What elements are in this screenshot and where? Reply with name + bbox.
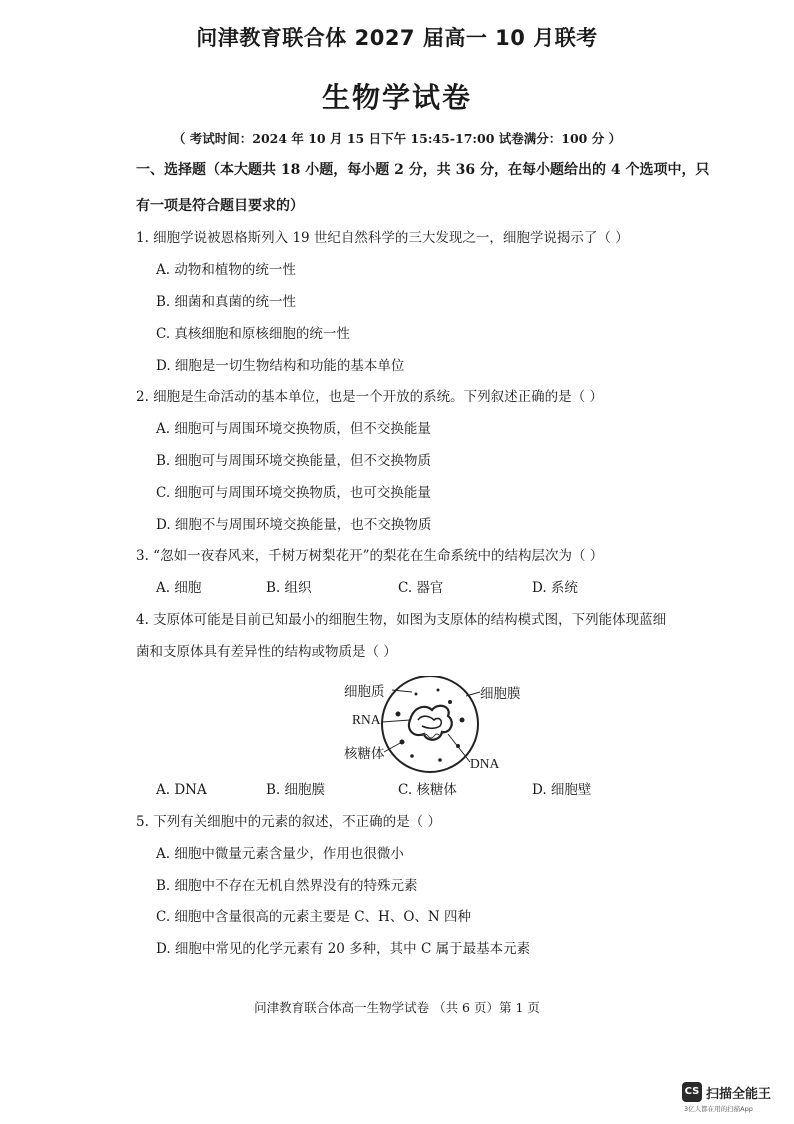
question-3-option-b: B. 组织 bbox=[266, 580, 312, 596]
subject-title: 生物学试卷 bbox=[321, 81, 472, 114]
question-2-option-b: B. 细胞可与周围环境交换能量，但不交换物质 bbox=[156, 453, 432, 469]
section-heading-line2: 有一项是符合题目要求的） bbox=[136, 198, 304, 214]
question-5-option-d: D. 细胞中常见的化学元素有 20 多种，其中 C 属于最基本元素 bbox=[156, 941, 531, 957]
question-1-option-a: A. 动物和植物的统一性 bbox=[156, 262, 296, 278]
watermark-tagline: 3亿人都在用的扫描App bbox=[684, 1105, 753, 1113]
section-heading-line1: 一、选择题（本大题共 18 小题，每小题 2 分，共 36 分，在每小题给出的 4 个选项中，只 bbox=[136, 162, 710, 178]
scanner-watermark bbox=[682, 1082, 782, 1114]
mycoplasma-diagram bbox=[330, 676, 530, 776]
question-4-option-b: B. 细胞膜 bbox=[266, 782, 326, 798]
question-3-options bbox=[156, 578, 676, 598]
label-rna: RNA bbox=[352, 712, 381, 727]
question-4-stem-line1: 4. 支原体可能是目前已知最小的细胞生物，如图为支原体的结构模式图，下列能体现蓝细 bbox=[136, 612, 667, 628]
question-2-option-d: D. 细胞不与周围环境交换能量，也不交换物质 bbox=[156, 517, 432, 533]
question-1-stem: 1. 细胞学说被恩格斯列入 19 世纪自然科学的三大发现之一，细胞学说揭示了（ ） bbox=[136, 230, 629, 246]
exam-title: 问津教育联合体 2027 届高一 10 月联考 bbox=[196, 26, 598, 50]
question-5-option-c: C. 细胞中含量很高的元素主要是 C、H、O、N 四种 bbox=[156, 909, 471, 925]
label-dna: DNA bbox=[470, 756, 500, 771]
question-5-option-b: B. 细胞中不存在无机自然界没有的特殊元素 bbox=[156, 878, 418, 894]
question-3-option-c: C. 器官 bbox=[398, 580, 444, 596]
question-4-option-d: D. 细胞壁 bbox=[532, 782, 592, 798]
question-4-option-c: C. 核糖体 bbox=[398, 782, 457, 798]
question-5-option-a: A. 细胞中微量元素含量少，作用也很微小 bbox=[156, 846, 404, 862]
question-4-stem-line2: 菌和支原体具有差异性的结构或物质是（ ） bbox=[136, 644, 397, 660]
page-footer: 问津教育联合体高一生物学试卷 （共 6 页）第 1 页 bbox=[254, 1000, 540, 1015]
question-3-stem: 3. “忽如一夜春风来，千树万树梨花开”的梨花在生命系统中的结构层次为（ ） bbox=[136, 548, 604, 564]
watermark-name: 扫描全能王 bbox=[706, 1087, 772, 1102]
question-1-option-b: B. 细菌和真菌的统一性 bbox=[156, 294, 297, 310]
question-4-options bbox=[156, 780, 676, 800]
question-4-option-a: A. DNA bbox=[156, 782, 207, 798]
label-ribosome: 核糖体 bbox=[344, 746, 385, 762]
question-5-stem: 5. 下列有关细胞中的元素的叙述，不正确的是（ ） bbox=[136, 814, 441, 830]
question-3-option-d: D. 系统 bbox=[532, 580, 578, 596]
camscanner-logo-icon: CS bbox=[682, 1082, 702, 1102]
question-3-option-a: A. 细胞 bbox=[156, 580, 202, 596]
question-1-option-c: C. 真核细胞和原核细胞的统一性 bbox=[156, 326, 350, 342]
question-2-stem: 2. 细胞是生命活动的基本单位，也是一个开放的系统。下列叙述正确的是（ ） bbox=[136, 389, 603, 405]
question-2-option-a: A. 细胞可与周围环境交换物质，但不交换能量 bbox=[156, 421, 431, 437]
label-cell-membrane: 细胞膜 bbox=[480, 686, 521, 702]
exam-info: （ 考试时间：2024 年 10 月 15 日下午 15:45-17:00 试卷满分：100 分 ） bbox=[172, 131, 622, 146]
label-cytoplasm: 细胞质 bbox=[344, 684, 385, 700]
question-1-option-d: D. 细胞是一切生物结构和功能的基本单位 bbox=[156, 358, 405, 374]
question-2-option-c: C. 细胞可与周围环境交换物质，也可交换能量 bbox=[156, 485, 431, 501]
